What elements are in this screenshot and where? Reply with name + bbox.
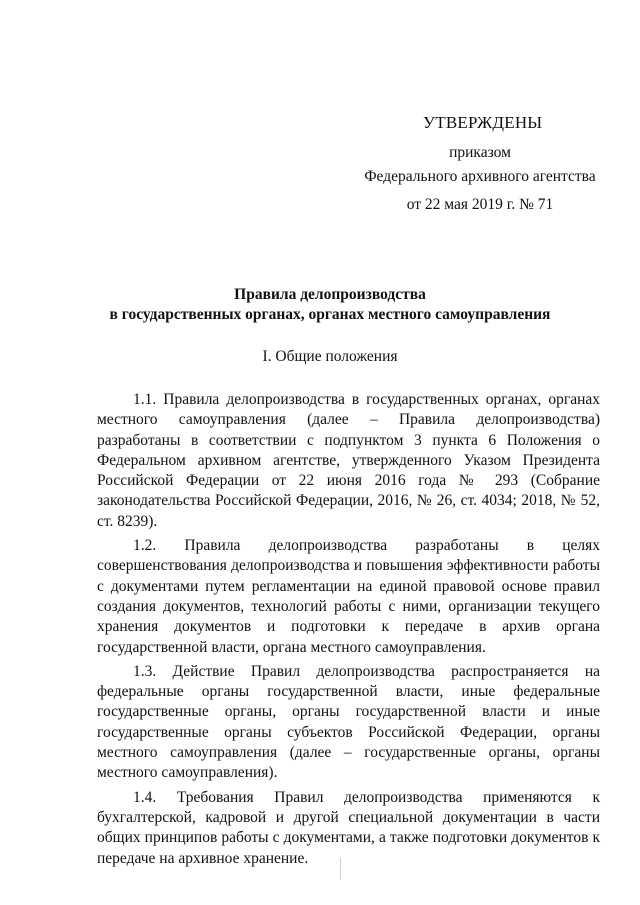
- document-title: [60, 285, 600, 325]
- approval-block: [355, 113, 605, 215]
- paragraph-1-4: 1.4. Требования Правил делопроизводства применяются к бухгалтерской, кадровой и другой специальной документации в части общих принципов работы с документами, а также подготовки документов к передаче на архивное хранение.: [97, 788, 600, 867]
- approval-agency: Федерального архивного агентства: [364, 168, 596, 185]
- section-heading: I. Общие положения: [262, 348, 398, 365]
- approval-order: приказом: [449, 144, 511, 161]
- document-body: [97, 390, 600, 873]
- paragraph-1-2: 1.2. Правила делопроизводства разработаны в целях совершенствования делопроизводства и повышения эффективности работы с документами путем регламентации на единой правовой основе правил создания документов, технологий работы с ними, организации текущего хранения документов и подготовки к передаче в архив органа государственной власти, органа местного самоуправления.: [97, 537, 600, 656]
- document-title-line-1: Правила делопроизводства: [234, 286, 426, 303]
- document-title-line-2: в государственных органах, органах местного самоуправления: [109, 306, 551, 323]
- scan-artifact: [340, 858, 341, 880]
- paragraph-1-1: 1.1. Правила делопроизводства в государственных органах, органах местного самоуправления (далее – Правила делопроизводства) разработаны в соответствии с подпунктом 3 пункта 6 Положения о Федеральном архивном агентстве, утвержденного Указом Президента Российской Федерации от 22 июня 2016 года № 293 (Собрание законодательства Российской Федерации, 2016, № 26, ст. 4034; 2018, № 52, ст. 8239).: [97, 391, 600, 530]
- approval-heading: УТВЕРЖДЕНЫ: [423, 113, 543, 132]
- approval-date: от 22 мая 2019 г. № 71: [406, 196, 554, 213]
- paragraph-1-3: 1.3. Действие Правил делопроизводства распространяется на федеральные органы государственной власти, иные федеральные государственные органы, органы государственной власти и иные государственные органы субъектов Российской Федерации, органы местного самоуправления (далее – государственные органы, органы местного самоуправления).: [97, 662, 600, 782]
